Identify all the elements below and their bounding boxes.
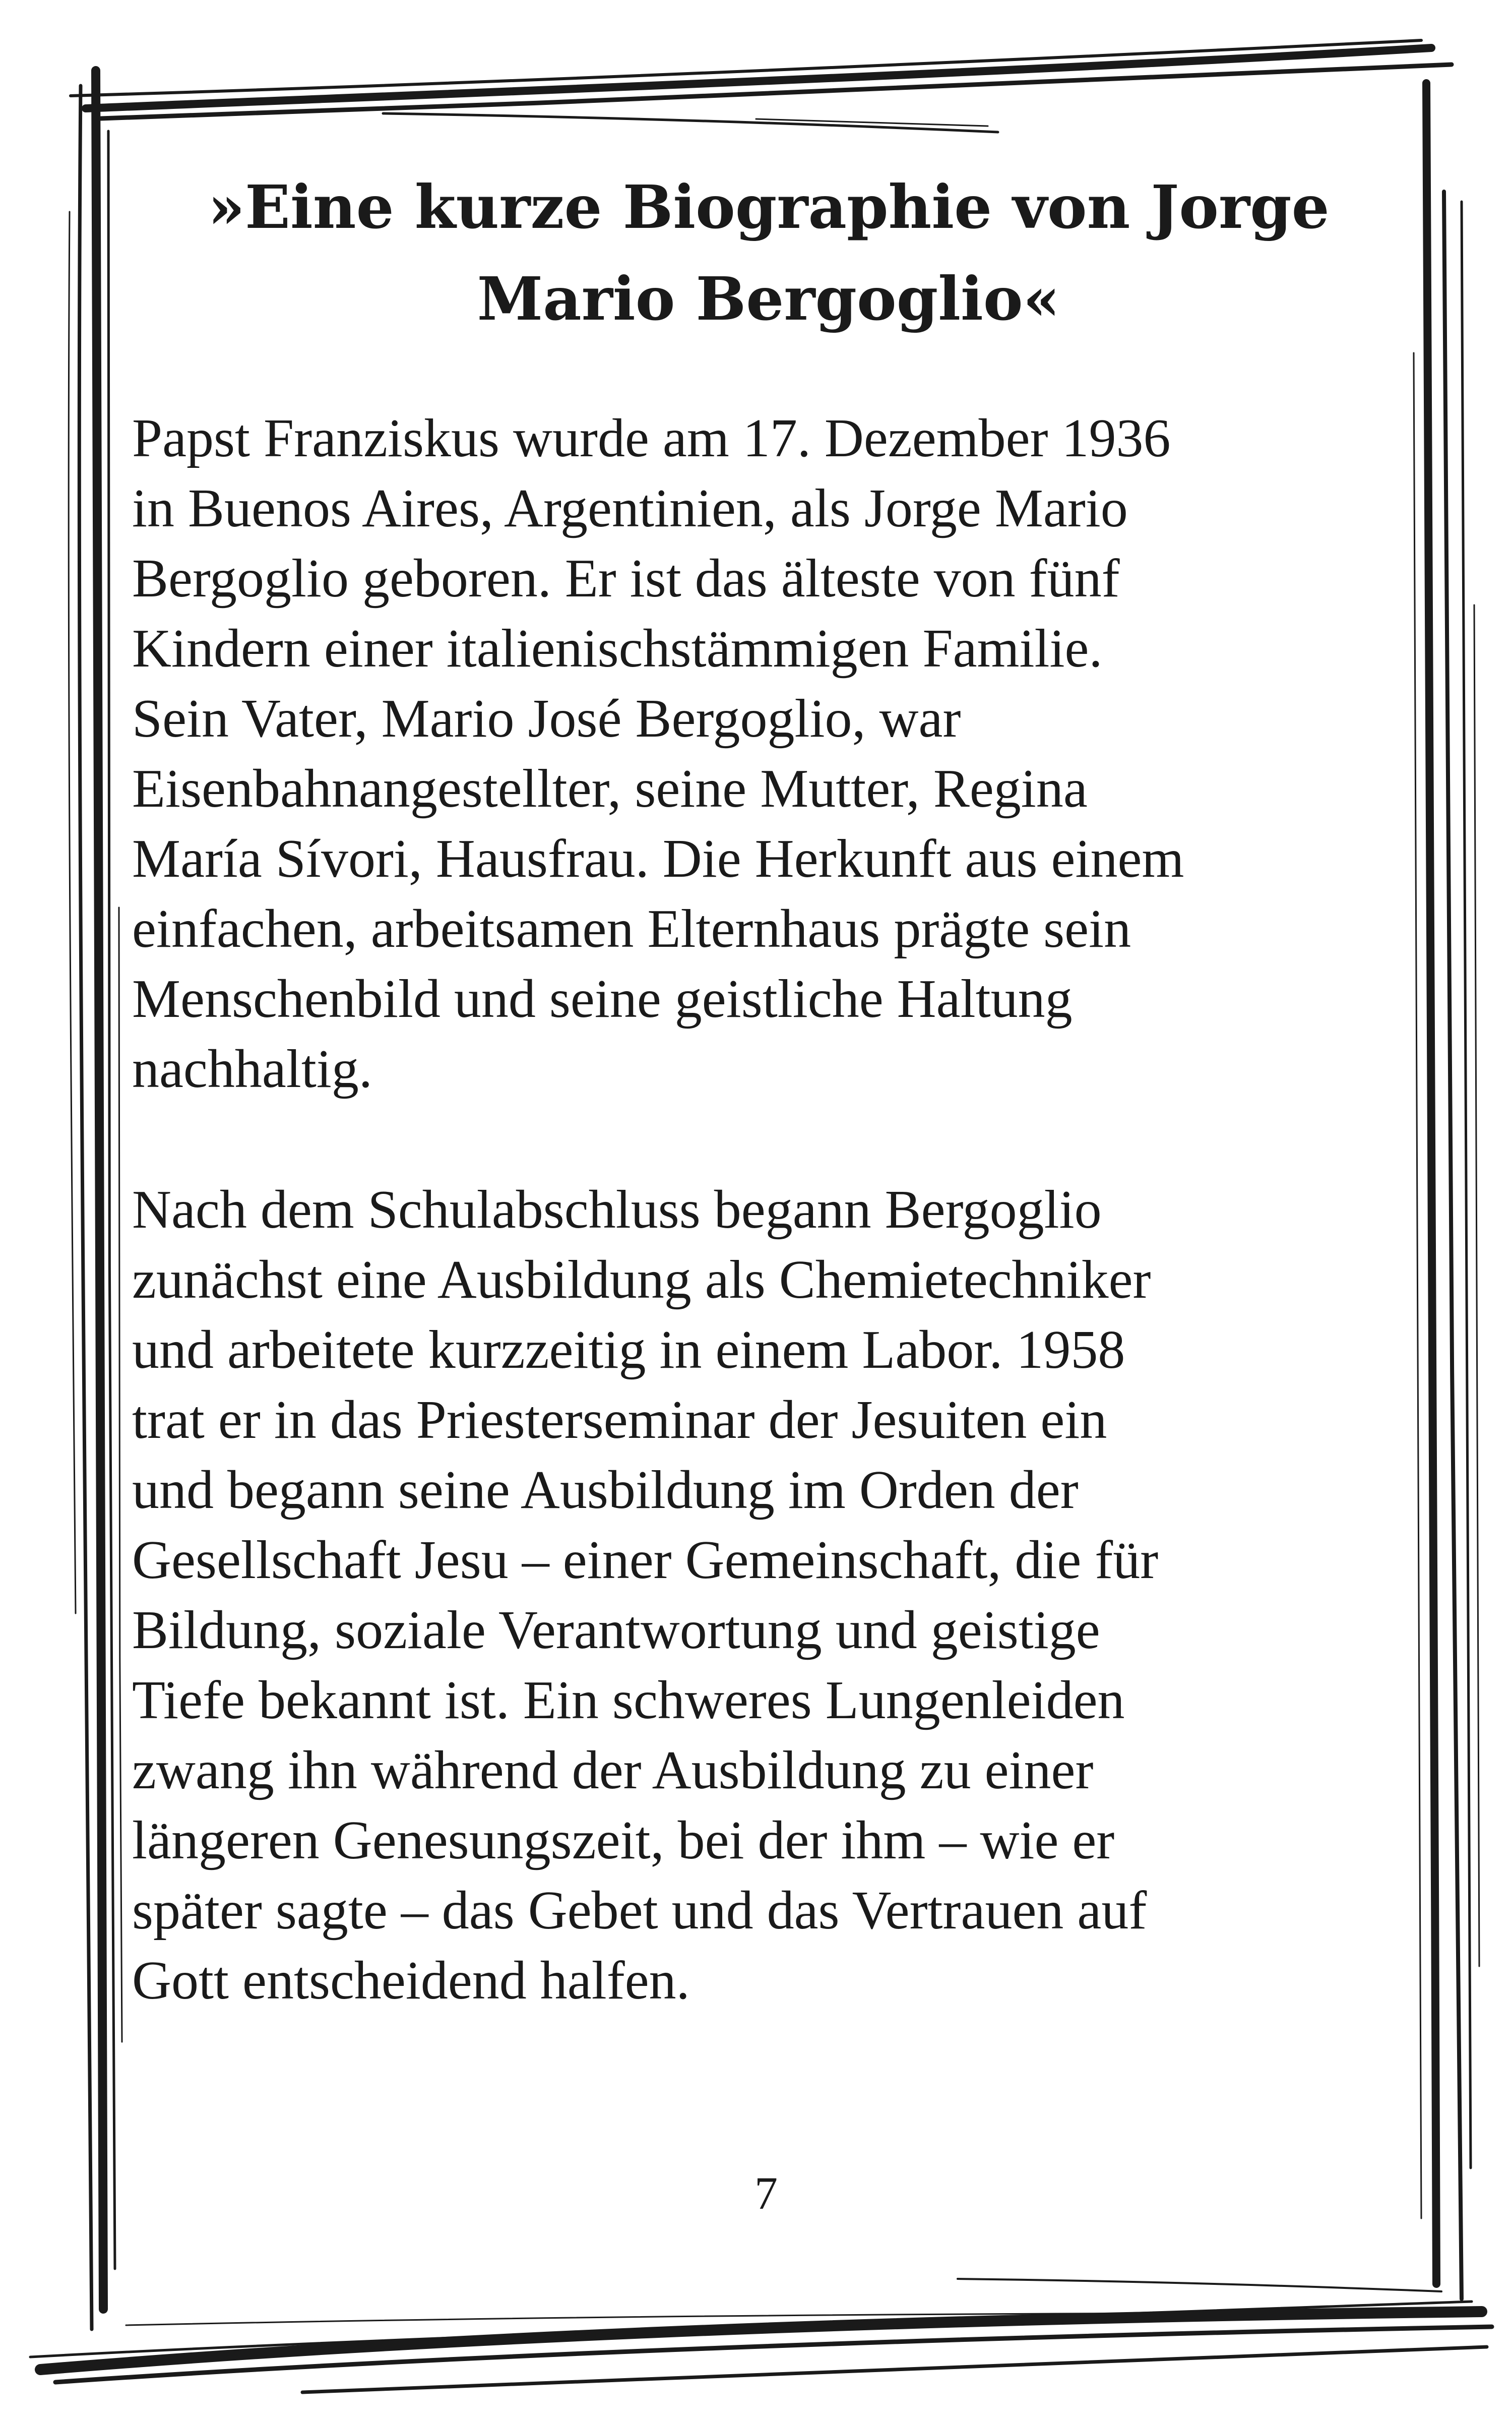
text-line: Nach dem Schulabschluss begann Bergoglio (132, 1180, 1102, 1240)
text-line: trat er in das Priesterseminar der Jesuiten ein (132, 1390, 1107, 1450)
frame-bottom-stroke (40, 2312, 1482, 2370)
frame-top-stroke (101, 65, 1452, 118)
text-line: in Buenos Aires, Argentinien, als Jorge Mario (132, 478, 1128, 538)
frame-bottom-stroke (302, 2347, 1487, 2392)
frame-right-stroke (1474, 605, 1479, 1966)
frame-right-stroke (1426, 83, 1436, 2284)
frame-left-stroke (69, 212, 76, 1613)
text-line: und begann seine Ausbildung im Orden der (132, 1460, 1079, 1520)
text-line: Bildung, soziale Verantwortung und geistige (132, 1600, 1100, 1660)
frame-top-stroke (383, 113, 998, 132)
text-line: später sagte – das Gebet und das Vertrauen auf (132, 1881, 1147, 1941)
frame-right-stroke (1462, 202, 1471, 2168)
text-line: María Sívori, Hausfrau. Die Herkunft aus einem (132, 829, 1184, 889)
text-line: Gott entscheidend halfen. (132, 1951, 690, 2011)
text-line: Tiefe bekannt ist. Ein schweres Lungenleiden (132, 1670, 1125, 1730)
text-line: Gesellschaft Jesu – einer Gemeinschaft, die für (132, 1530, 1159, 1590)
text-line: nachhaltig. (132, 1039, 372, 1099)
frame-bottom-stroke (958, 2279, 1441, 2291)
text-line: Bergoglio geboren. Er ist das älteste von fünf (132, 549, 1120, 609)
paragraph-early-life (132, 403, 1184, 1104)
text-line: Papst Franziskus wurde am 17. Dezember 1936 (132, 408, 1171, 468)
page-number: 7 (754, 2167, 778, 2219)
frame-right-stroke (1414, 353, 1421, 2218)
text-line: zunächst eine Ausbildung als Chemietechniker (132, 1250, 1151, 1310)
frame-left-stroke (94, 71, 103, 2309)
frame-left-stroke (79, 86, 92, 2329)
text-line: zwang ihn während der Ausbildung zu einer (132, 1740, 1094, 1800)
text-line: längeren Genesungszeit, bei der ihm – wie er (132, 1810, 1115, 1870)
paragraph-education (132, 1175, 1158, 2016)
frame-top-stroke (71, 40, 1421, 96)
page-title (126, 161, 1411, 345)
frame-left-stroke (118, 908, 122, 2042)
text-line: Sein Vater, Mario José Bergoglio, war (132, 689, 961, 749)
text-line: Kindern einer italienischstämmigen Familie. (132, 619, 1103, 679)
frame-top-stroke (86, 48, 1431, 108)
text-line: einfachen, arbeitsamen Elternhaus prägte sein (132, 899, 1131, 959)
text-line: Menschenbild und seine geistliche Haltung (132, 969, 1073, 1029)
frame-left-stroke (107, 131, 115, 2269)
text-line: und arbeitete kurzzeitig in einem Labor. 1958 (132, 1320, 1125, 1380)
frame-right-stroke (1444, 192, 1462, 2299)
text-line: Eisenbahnangestellter, seine Mutter, Regina (132, 759, 1088, 819)
title-line: »Eine kurze Biographie von Jorge (208, 172, 1330, 242)
title-line: Mario Bergoglio« (477, 264, 1060, 334)
